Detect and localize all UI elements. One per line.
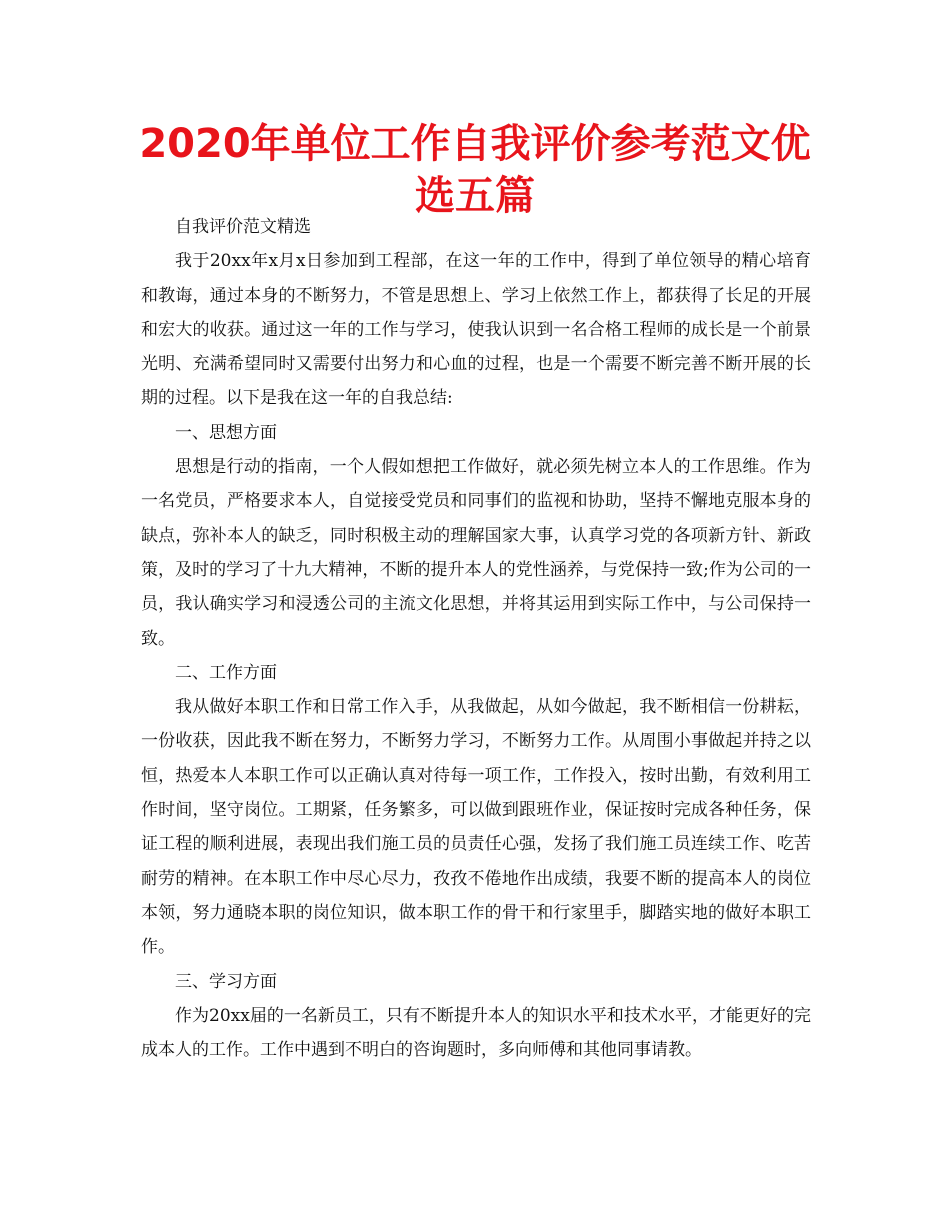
section-heading-thought: 一、思想方面 [175, 422, 277, 443]
section-heading-study: 三、学习方面 [175, 971, 277, 992]
thought-paragraph: 思想是行动的指南，一个人假如想把工作做好，就必须先树立本人的工作思维。作为一名党员，严格要求本人，自觉接受党员和同事们的监视和协助，坚持不懈地克服本身的缺点，弥补本人的缺乏，同时积极主动的理解国家大事，认真学习党的各项新方针、新政策，及时的学习了十九大精神，不断的提升本人的党性涵养，与党保持一致;作为公司的一员，我认确实学习和浸透公司的主流文化思想，并将其运用到实际工作中，与公司保持一致。 [141, 457, 811, 649]
study-paragraph: 作为20xx届的一名新员工，只有不断提升本人的知识水平和技术水平，才能更好的完成本人的工作。工作中遇到不明白的咨询题时，多向师傅和其他同事请教。 [141, 1005, 811, 1061]
subtitle-paragraph: 自我评价范文精选 [175, 217, 311, 237]
intro-paragraph: 我于20xx年x月x日参加到工程部，在这一年的工作中，得到了单位领导的精心培育和教诲，通过本身的不断努力，不管是思想上、学习上依然工作上，都获得了长足的开展和宏大的收获。通过这一年的工作与学习，使我认识到一名合格工程师的成长是一个前景光明、充满希望同时又需要付出努力和心血的过程，也是一个需要不断完善不断开展的长期的过程。以下是我在这一年的自我总结: [141, 251, 811, 409]
work-paragraph: 我从做好本职工作和日常工作入手，从我做起，从如今做起，我不断相信一份耕耘，一份收获，因此我不断在努力，不断努力学习，不断努力工作。从周围小事做起并持之以恒，热爱本人本职工作可以正确认真对待每一项工作，工作投入，按时出勤，有效利用工作时间，坚守岗位。工期紧，任务繁多，可以做到跟班作业，保证按时完成各种任务，保证工程的顺利进展，表现出我们施工员的员责任心强，发扬了我们施工员连续工作、吃苦耐劳的精神。在本职工作中尽心尽力，孜孜不倦地作出成绩，我要不断的提高本人的岗位本领，努力通晓本职的岗位知识，做本职工作的骨干和行家里手，脚踏实地的做好本职工作。 [141, 697, 811, 958]
section-heading-work: 二、工作方面 [175, 662, 277, 683]
document-title: 2020年单位工作自我评价参考范文优选五篇 [139, 121, 811, 219]
document-body [141, 210, 811, 1067]
